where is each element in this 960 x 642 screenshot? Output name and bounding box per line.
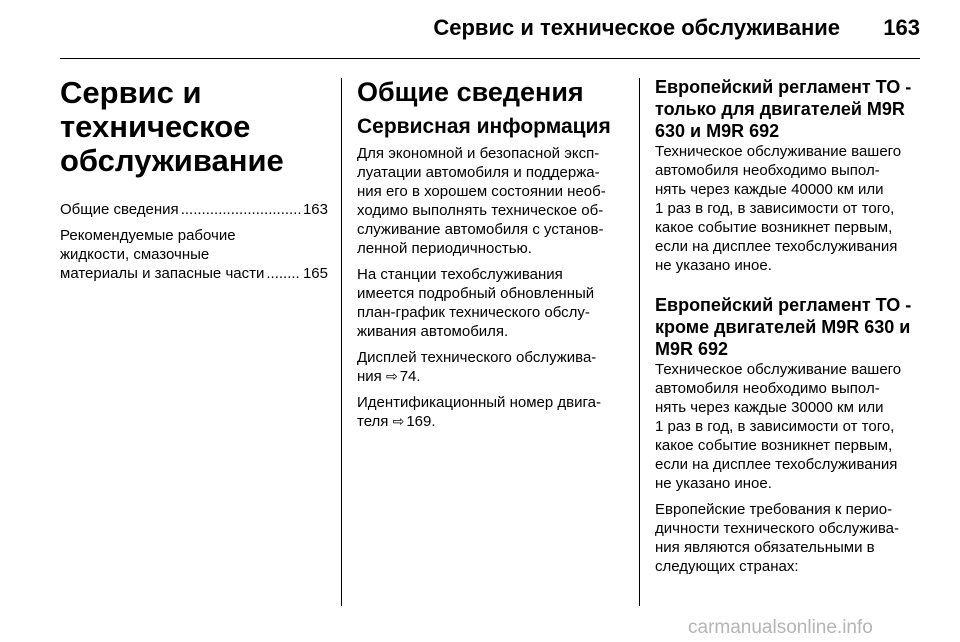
text-line: Идентификационный номер двига- <box>357 394 601 411</box>
arrow-icon: ⇨ <box>392 413 405 429</box>
eu-schedule-block-except-m9r <box>655 294 925 493</box>
reference-page[interactable]: 169. <box>406 413 436 430</box>
paragraph <box>357 265 627 341</box>
text-line: автомобиля необходимо выпол- <box>655 380 880 397</box>
title-line: кроме двигателей M9R 630 и <box>655 317 911 337</box>
section-title: Общие сведения <box>357 77 584 107</box>
text-line: если на дисплее техобслуживания <box>655 238 898 255</box>
block-text <box>655 142 925 275</box>
chapter-title-line: техническое <box>60 109 251 144</box>
text-line: ния являются обязательными в <box>655 539 875 556</box>
block-text <box>655 360 925 493</box>
chapter-title <box>60 76 328 178</box>
chapter-title-line: обслуживание <box>60 143 284 178</box>
column-toc <box>60 76 328 290</box>
paragraph <box>357 144 627 258</box>
text-line: ходимо выполнять техническое об- <box>357 202 604 219</box>
watermark: carmanualsonline.info <box>688 617 873 638</box>
cross-reference-engine-number[interactable] <box>357 393 627 431</box>
text-line: Техническое обслуживание вашего <box>655 361 902 378</box>
text-line: луатации автомобиля и поддержа- <box>357 164 600 181</box>
text-line: живания автомобиля. <box>357 323 509 340</box>
column-divider-right <box>639 78 640 606</box>
title-line: M9R 692 <box>655 339 729 359</box>
column-general-info <box>357 76 627 438</box>
text-fragment: ния <box>357 368 382 385</box>
text-line: следующих странах: <box>655 558 799 575</box>
title-line: только для двигателей M9R <box>655 99 905 119</box>
text-line: не указано иное. <box>655 257 772 274</box>
chapter-title-line: Сервис и <box>60 75 202 110</box>
toc-page-number: 165 <box>302 265 328 282</box>
toc-label-line: Рекомендуемые рабочие <box>60 227 236 244</box>
running-title: Сервис и техническое обслуживание <box>433 15 840 40</box>
text-line: На станции техобслуживания <box>357 266 563 283</box>
reference-page[interactable]: 74. <box>399 368 421 385</box>
toc-page-number: 163 <box>302 201 328 218</box>
toc-label: Общие сведения <box>60 201 179 218</box>
title-line: Европейский регламент ТО - <box>655 295 912 315</box>
text-line: Дисплей технического обслужива- <box>357 349 597 366</box>
toc-leader-dots <box>266 264 301 283</box>
text-line: Техническое обслуживание вашего <box>655 143 902 160</box>
cross-reference-service-display[interactable] <box>357 348 627 386</box>
text-line: если на дисплее техобслуживания <box>655 456 898 473</box>
text-line: ленной периодичностью. <box>357 240 532 257</box>
toc-entry-fluids[interactable] <box>60 226 328 283</box>
text-line: какое событие возникнет первым, <box>655 437 893 454</box>
closing-paragraph <box>655 500 925 576</box>
text-line: нять через каждые 40000 км или <box>655 181 884 198</box>
subsection-title: Сервисная информация <box>357 115 611 138</box>
toc-label: материалы и запасные части <box>60 265 265 282</box>
text-line: автомобиля необходимо выпол- <box>655 162 880 179</box>
column-eu-schedule <box>655 76 925 583</box>
page-number: 163 <box>883 15 920 40</box>
text-line: нять через каждые 30000 км или <box>655 399 884 416</box>
block-title <box>655 294 925 360</box>
text-line: ния его в хорошем состоянии необ- <box>357 183 606 200</box>
text-line: служивание автомобиля с установ- <box>357 221 604 238</box>
arrow-icon: ⇨ <box>385 368 398 384</box>
block-title <box>655 76 925 142</box>
text-line: какое событие возникнет первым, <box>655 219 893 236</box>
text-line: Для экономной и безопасной эксп- <box>357 145 600 162</box>
page-header <box>0 0 960 62</box>
title-line: Европейский регламент ТО - <box>655 77 912 97</box>
eu-schedule-block-m9r-only <box>655 76 925 275</box>
text-line: план-график технического обслу- <box>357 304 590 321</box>
header-rule <box>60 58 920 59</box>
text-line: не указано иное. <box>655 475 772 492</box>
spacer <box>655 282 925 294</box>
toc-entry-general[interactable] <box>60 200 328 219</box>
text-line: Европейские требования к перио- <box>655 501 893 518</box>
title-line: 630 и M9R 692 <box>655 121 780 141</box>
text-line: дичности технического обслужива- <box>655 520 899 537</box>
toc-leader-dots <box>181 200 301 219</box>
text-fragment: теля <box>357 413 389 430</box>
text-line: 1 раз в год, в зависимости от того, <box>655 418 895 435</box>
text-line: имеется подробный обновленный <box>357 285 595 302</box>
toc-label-line: жидкости, смазочные <box>60 246 210 263</box>
text-line: 1 раз в год, в зависимости от того, <box>655 200 895 217</box>
column-divider-left <box>341 78 342 606</box>
